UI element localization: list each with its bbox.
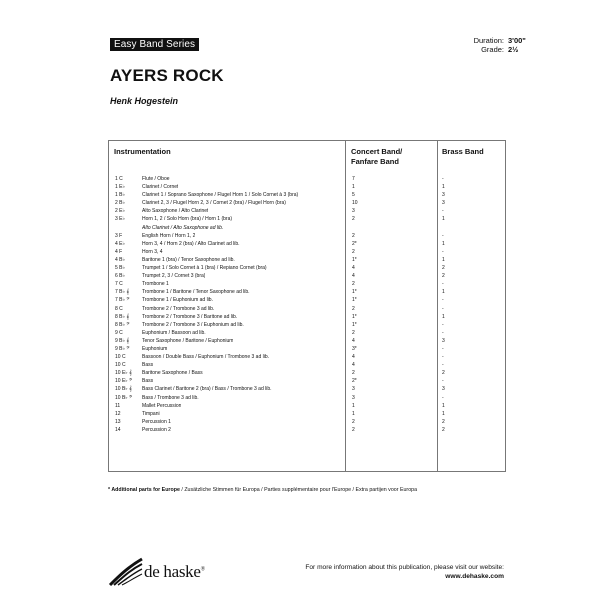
- header-concert-band-line2: Fanfare Band: [351, 157, 399, 166]
- duration-label: Duration:: [473, 36, 504, 45]
- concert-band-count: 7: [352, 176, 355, 182]
- part-name: Clarinet / Cornet: [142, 184, 179, 191]
- brass-band-count: 2: [442, 426, 445, 433]
- concert-band-count: 1*: [352, 256, 357, 263]
- brass-band-count: 1: [442, 256, 445, 263]
- table-row: [109, 337, 505, 345]
- table-row: [109, 361, 505, 369]
- part-number: 8 B♭ 𝄢: [115, 321, 130, 328]
- part-name: Timpani: [142, 410, 160, 417]
- brass-band-count: 3: [442, 192, 445, 199]
- concert-band-count: 2: [352, 426, 355, 433]
- brass-band-count: -: [442, 248, 444, 255]
- part-name: Trombone 2 / Trombone 3 / Baritone ad lib.: [142, 313, 238, 320]
- concert-band-count: 3*: [352, 345, 357, 352]
- part-number: 14: [115, 426, 121, 433]
- brass-band-count: 1: [442, 184, 445, 191]
- brass-band-count: -: [442, 329, 444, 336]
- brass-band-count: -: [442, 354, 444, 361]
- concert-band-count: 2: [352, 232, 355, 239]
- concert-band-count: 4: [352, 265, 355, 272]
- part-number: 13: [115, 418, 121, 425]
- brass-band-count: 1: [442, 289, 445, 296]
- brass-band-count: -: [442, 208, 444, 215]
- part-number: 1 E♭: [115, 184, 125, 191]
- table-row: [109, 305, 505, 313]
- part-number: 4 F: [115, 248, 123, 255]
- concert-band-count: 5: [352, 192, 355, 199]
- brass-band-count: -: [442, 305, 444, 312]
- part-name: Horn 3, 4: [142, 248, 163, 255]
- concert-band-count: 4: [352, 362, 355, 369]
- brass-band-count: -: [442, 378, 444, 385]
- part-number: 10 E♭ 𝄞: [115, 370, 132, 377]
- header-brass-band: Brass Band: [442, 147, 484, 156]
- table-body: [109, 175, 505, 434]
- concert-band-count: 1*: [352, 289, 357, 296]
- part-number: 8 B♭ 𝄞: [115, 313, 130, 320]
- part-name: Percussion 1: [142, 418, 171, 425]
- grade-row: [474, 45, 530, 54]
- part-name: Percussion 2: [142, 426, 171, 433]
- part-number: 1 B♭: [115, 192, 125, 199]
- table-row: [109, 256, 505, 264]
- info-text: For more information about this publication, please visit our website:: [305, 564, 504, 571]
- table-row: [109, 272, 505, 280]
- table-row: [109, 418, 505, 426]
- table-row: [109, 329, 505, 337]
- table-row: [109, 410, 505, 418]
- table-row: [109, 183, 505, 191]
- header-concert-band-line1: Concert Band/: [351, 147, 403, 156]
- part-number: 4 E♭: [115, 240, 125, 247]
- concert-band-count: 3: [352, 208, 355, 215]
- table-row: [109, 394, 505, 402]
- part-name: Trombone 1 / Euphonium ad lib.: [142, 297, 213, 304]
- table-row: [109, 224, 505, 232]
- instrumentation-table: [108, 140, 506, 472]
- concert-band-count: 2*: [352, 240, 357, 247]
- piece-meta: [474, 36, 530, 54]
- part-name: Alto Saxophone / Alto Clarinet: [142, 208, 209, 215]
- concert-band-count: 2: [352, 281, 355, 288]
- part-name: Trombone 1: [142, 281, 169, 288]
- part-number: 2 B♭: [115, 200, 125, 207]
- concert-band-count: 3: [352, 394, 355, 401]
- table-row: [109, 215, 505, 223]
- brass-band-count: 1: [442, 313, 445, 320]
- part-name: Horn 3, 4 / Horn 2 (bra) / Alto Clarinet ad lib.: [142, 240, 240, 247]
- part-name: Alto Clarinet / Alto Saxophone ad lib.: [142, 224, 224, 231]
- part-number: 7 B♭ 𝄢: [115, 297, 130, 304]
- table-row: [109, 345, 505, 353]
- footnote-rest: / Zusätzliche Stimmen für Europa / Parties supplémentaire pour l'Europe / Extra partijen voor Europa: [179, 487, 418, 493]
- table-row: [109, 232, 505, 240]
- brass-band-count: 1: [442, 240, 445, 247]
- concert-band-count: 1: [352, 184, 355, 191]
- part-number: 9 C: [115, 329, 123, 336]
- table-row: [109, 207, 505, 215]
- part-number: 10 C: [115, 354, 126, 361]
- part-number: 9 B♭ 𝄢: [115, 345, 130, 352]
- part-name: Flute / Oboe: [142, 176, 170, 182]
- table-row: [109, 199, 505, 207]
- part-name: Trombone 1 / Baritone / Tenor Saxophone ad lib.: [142, 289, 250, 296]
- part-name: Horn 1, 2 / Solo Horn (bra) / Horn 1 (bra): [142, 216, 233, 223]
- table-row: [109, 369, 505, 377]
- part-number: 8 C: [115, 305, 123, 312]
- concert-band-count: 1: [352, 410, 355, 417]
- part-number: 10 B♭ 𝄢: [115, 394, 133, 401]
- concert-band-count: 4: [352, 354, 355, 361]
- table-row: [109, 264, 505, 272]
- table-row: [109, 280, 505, 288]
- duration-row: [474, 36, 530, 45]
- concert-band-count: 2: [352, 305, 355, 312]
- part-number: 2 E♭: [115, 208, 125, 215]
- table-row: [109, 248, 505, 256]
- publisher-info: [305, 563, 504, 581]
- header-instrumentation: Instrumentation: [114, 147, 171, 156]
- part-name: Trumpet 2, 3 / Cornet 3 (bra): [142, 273, 206, 280]
- concert-band-count: 1*: [352, 313, 357, 320]
- brass-band-count: -: [442, 232, 444, 239]
- part-number: 9 B♭ 𝄞: [115, 337, 130, 344]
- part-number: 10 E♭ 𝄢: [115, 378, 133, 385]
- part-name: Bass Clarinet / Baritone 2 (bra) / Bass / Trombone 3 ad lib.: [142, 386, 272, 393]
- concert-band-count: 1: [352, 402, 355, 409]
- part-number: 3 F: [115, 232, 123, 239]
- concert-band-count: 4: [352, 273, 355, 280]
- brass-band-count: 2: [442, 265, 445, 272]
- part-name: Trombone 2 / Trombone 3 / Euphonium ad lib.: [142, 321, 244, 328]
- part-name: Bassoon / Double Bass / Euphonium / Trombone 3 ad lib.: [142, 354, 270, 361]
- part-name: Bass / Trombone 3 ad lib.: [142, 394, 199, 401]
- series-badge: Easy Band Series: [110, 38, 199, 51]
- header-concert-band: [351, 147, 402, 167]
- part-name: Euphonium / Bassoon ad lib.: [142, 329, 206, 336]
- brass-band-count: 1: [442, 402, 445, 409]
- part-name: Tenor Saxophone / Baritone / Euphonium: [142, 337, 234, 344]
- brass-band-count: 3: [442, 337, 445, 344]
- duration-value: 3'00": [508, 36, 526, 45]
- brass-band-count: 1: [442, 216, 445, 223]
- table-row: [109, 313, 505, 321]
- concert-band-count: 2: [352, 370, 355, 377]
- concert-band-count: 2: [352, 329, 355, 336]
- dehaske-swoosh-icon: [108, 555, 146, 587]
- brass-band-count: -: [442, 176, 444, 182]
- brass-band-count: -: [442, 394, 444, 401]
- website-link[interactable]: www.dehaske.com: [445, 573, 504, 580]
- part-number: 12: [115, 410, 121, 417]
- brass-band-count: -: [442, 321, 444, 328]
- concert-band-count: 4: [352, 337, 355, 344]
- table-row: [109, 296, 505, 304]
- brass-band-count: 3: [442, 200, 445, 207]
- table-row: [109, 426, 505, 434]
- part-number: 4 B♭: [115, 256, 125, 263]
- part-name: Clarinet 1 / Soprano Saxophone / Flugel Horn 1 / Solo Cornet à 3 (bra): [142, 192, 299, 199]
- concert-band-count: 1*: [352, 297, 357, 304]
- concert-band-count: 2: [352, 418, 355, 425]
- publisher-logo-text: de haske®: [144, 562, 205, 581]
- footnote-bold: * Additional parts for Europe: [108, 487, 180, 493]
- footnote: [108, 487, 417, 493]
- brass-band-count: -: [442, 362, 444, 369]
- piece-title: AYERS ROCK: [110, 66, 224, 85]
- part-number: 6 B♭: [115, 273, 125, 280]
- table-row: [109, 175, 505, 183]
- part-name: Mallet Percussion: [142, 402, 182, 409]
- table-row: [109, 353, 505, 361]
- brass-band-count: -: [442, 345, 444, 352]
- brass-band-count: 2: [442, 273, 445, 280]
- part-name: Trumpet 1 / Solo Cornet à 1 (bra) / Repiano Cornet (bra): [142, 265, 267, 272]
- brass-band-count: 2: [442, 418, 445, 425]
- table-row: [109, 377, 505, 385]
- concert-band-count: 2: [352, 248, 355, 255]
- part-name: Baritone Saxophone / Bass: [142, 370, 203, 377]
- part-name: Bass: [142, 362, 154, 369]
- table-row: [109, 385, 505, 393]
- brass-band-count: 2: [442, 370, 445, 377]
- part-name: Euphonium: [142, 345, 168, 352]
- part-number: 1 C: [115, 176, 123, 182]
- grade-value: 2½: [508, 45, 519, 54]
- table-row: [109, 240, 505, 248]
- part-number: 5 B♭: [115, 265, 125, 272]
- part-name: English Horn / Horn 1, 2: [142, 232, 196, 239]
- part-number: 11: [115, 402, 121, 409]
- brass-band-count: 3: [442, 386, 445, 393]
- table-row: [109, 288, 505, 296]
- concert-band-count: 3: [352, 386, 355, 393]
- concert-band-count: 2*: [352, 378, 357, 385]
- brass-band-count: 1: [442, 410, 445, 417]
- part-number: 10 B♭ 𝄞: [115, 386, 132, 393]
- table-row: [109, 402, 505, 410]
- composer-name: Henk Hogestein: [110, 96, 179, 106]
- concert-band-count: 10: [352, 200, 358, 207]
- table-row: [109, 321, 505, 329]
- brass-band-count: -: [442, 297, 444, 304]
- concert-band-count: 2: [352, 216, 355, 223]
- part-number: 7 C: [115, 281, 123, 288]
- grade-label: Grade:: [481, 45, 504, 54]
- part-number: 3 E♭: [115, 216, 125, 223]
- concert-band-count: 1*: [352, 321, 357, 328]
- part-name: Clarinet 2, 3 / Flugel Horn 2, 3 / Cornet 2 (bra) / Flugel Horn (bra): [142, 200, 286, 207]
- part-name: Baritone 1 (bra) / Tenor Saxophone ad lib.: [142, 256, 235, 263]
- part-name: Bass: [142, 378, 154, 385]
- part-number: 7 B♭ 𝄞: [115, 289, 130, 296]
- part-name: Trombone 2 / Trombone 3 ad lib.: [142, 305, 215, 312]
- brass-band-count: -: [442, 281, 444, 288]
- part-number: 10 C: [115, 362, 126, 369]
- table-row: [109, 191, 505, 199]
